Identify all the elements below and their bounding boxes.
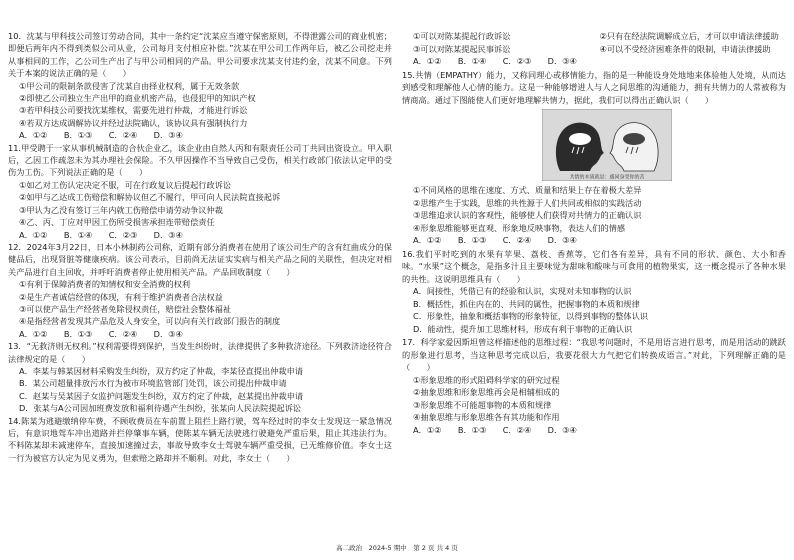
question-12-option-2: ②是生产者诚信经营的体现，有利于维护消费者合法权益 — [19, 291, 223, 302]
question-17-stem: 17．科学家爱因斯坦曾这样描述他的思维过程：“我思考问题时，不是用语言进行思考，而是用活动的跳跃的形象进行思考，当这种思考完成以后，我要花很大力气把它们转换成语言。”对此，下列理解正确的是（ ） — [402, 337, 786, 372]
question-12-choices: A．①② B．①③ C．②④ D．③④ — [19, 328, 183, 339]
question-15-option-1: ①不同风格的思维在速度、方式、质量和结果上存在着极大差异 — [413, 185, 642, 195]
question-10-option-4: ④若双方达成调解协议并经过法院确认，该协议具有强制执行力 — [19, 117, 248, 128]
question-10-choices: A．①② B．①③ C．②④ D．③④ — [19, 130, 183, 141]
question-17-option-4: ④抽象思维与形象思维各有其功能和作用 — [413, 412, 560, 422]
figure-caption: 共情的本质就是：感同身受你的苦 — [569, 174, 645, 181]
question-14-option-4: ④可以不受经济困难条件的限制，申请法律援助 — [599, 43, 771, 54]
question-16-option-c: C．形象性，抽象和概括事物的形象特征，以得到事物的整体认识 — [413, 311, 648, 321]
question-12-option-4: ④是指经营者发现其产品危及人身安全，可以向有关行政部门报告的制度 — [19, 316, 281, 327]
question-13-option-d: D．张某与A公司因加班费发放和福利待遇产生纠纷，张某向人民法院提起诉讼 — [19, 403, 302, 414]
question-15-stem: 15.共情（EMPATHY）能力，又称同理心或移情能力，指的是一种能设身处地地来体验他人处境，从而达到感受和理解他人心情的能力。这是一种能够增进人与人之间思维的沟通能力，拥有共情力的人常被称为情商高。通过下图能使人们更好地理解共情力，据此，我们可以得出正确认识（ ） — [402, 69, 786, 105]
question-10-option-1: ①甲公司的限制条款侵害了沈某自由择业权利，属于无效条款 — [19, 80, 240, 91]
question-14-option-1: ①可以对陈某提起行政诉讼 — [413, 31, 511, 41]
question-13-option-b: B．某公司超量排放污水行为被市环境监管部门处罚，该公司提出仲裁申请 — [19, 378, 287, 389]
right-column — [402, 30, 786, 436]
question-12-option-1: ①有利于保障消费者的知情权和安全消费的权利 — [19, 279, 191, 290]
question-11-option-2: ②如甲与乙达成工伤赔偿和解协议但乙不履行，甲可向人民法院直接起诉 — [19, 192, 281, 203]
right-cloud-icon — [623, 133, 645, 145]
question-15-option-4: ④形象思维能够更直观、形象地反映事物，表达人们的情感 — [413, 222, 626, 233]
question-10-option-2: ②即使乙公司独立生产出甲的商业机密产品，也侵犯甲的知识产权 — [19, 93, 256, 104]
question-15-option-3: ③思维追求认识的客观性，能够使人们获得对共情力的正确认识 — [413, 210, 642, 220]
question-14-choices: A．①② B．①④ C．②③ D．③④ — [413, 56, 577, 66]
question-16-option-b: B．概括性，抓住内在的、共同的属性，把握事物的本质和规律 — [413, 298, 640, 309]
question-16-option-d: D．能动性，提升加工思维材料，形成有利于事物的正确认识 — [413, 323, 633, 334]
question-10-stem: 10．沈某与甲科技公司签订劳动合同，其中一条约定“沈某应当遵守保密原则，不得泄露公司的商业机密；即便后两年内不得到类似公司从业，公司每月支付相应补偿。”沈某在甲公司工作两年后，被乙公司挖走并从事相同的工作，乙公司生产出了与甲公司相同的产品。甲公司要求沈某支付违约金，沈某不同意。下列关于本案的说法正确的是（ ） — [8, 31, 392, 79]
question-11-option-1: ①如乙对工伤认定决定不服，可在行政复议后提起行政诉讼 — [19, 179, 232, 190]
question-11-option-3: ③甲认为乙没有签订三年内就工伤赔偿申请劳动争议仲裁 — [19, 204, 223, 215]
page-footer: 高二政治 2024-5 期中 第 2 页 共 4 页 — [336, 544, 458, 552]
question-11-choices: A．①② B．①④ C．②③ D．③④ — [19, 229, 183, 240]
left-column — [8, 30, 392, 464]
question-17-choices: A．①② B．①③ C．②④ D．③④ — [413, 424, 577, 435]
question-13-option-c: C．赵某与吴某因子女监护问题发生纠纷，双方约定了仲裁，赵某提出仲裁申请 — [19, 390, 304, 401]
question-16-option-a: A．间接性，凭借已有的经验和认识，实现对未知事物的认识 — [413, 286, 632, 296]
question-16-stem: 16.我们平时吃到的水果有苹果、荔枝、香蕉等，它们各有差异，具有不同的形状、颜色、大小和香味。“水果”这个概念，是指多汁且主要味觉为甜味和酸味与可食用的植物果实，这一概念提示了各种水果的共性。这说明思维具有（ ） — [402, 248, 786, 284]
question-14-option-3: ③可以对陈某提起民事诉讼 — [413, 43, 511, 54]
question-17-option-2: ②抽象思维和形象思维再会是相辅相成的 — [413, 387, 560, 397]
question-10-option-3: ③若甲科技公司要找沈某维权，需要先进行仲裁，才能进行诉讼 — [19, 105, 248, 116]
question-15-choices: A．①② B．①③ C．②④ D．③④ — [413, 235, 577, 245]
question-12-stem: 12．2024年3月22日，日本小林制药公司称，近期有部分消费者在使用了该公司生产的含有红曲成分的保健品后，出现肾脏等健康疾病。该公司表示，目前尚无法证实实病与相关产品之间的关联性，但决定对相关产品进行自主回收，并呼吁消费者停止使用相关产品。产品回收制度（ ） — [8, 241, 392, 277]
question-14-stem: 14.陈某为逃避缴纳停车费，不顾收费员在车前置上阻拦上路行驶，驾车经过时的李女士发现这一紧急情况后，有意识地驾车冲出道路并拦停肇事车辆，使陈某车辆无法驶逃行驶避免严重后果，阻止其违法行为。不料陈某却未减速停车，直接加速撞过去，事故导致李女士驾驶车辆严重受损，已无维修价值。李女士这一行为被官方认定为见义勇为，但索赔之路却并不顺利。对此，李女士（ ） — [8, 415, 392, 463]
question-12-option-3: ③可以使产品生产经营者免除侵权责任，赔偿社会整体福祉 — [19, 303, 232, 314]
two-heads-illustration — [542, 109, 672, 181]
question-13-option-a: A．李某与韩某因材料采购发生纠纷，双方约定了仲裁，李某径直提出仲裁申请 — [19, 365, 303, 376]
question-14-option-2: ②只有在经法院调解成立后，才可以申请法律援助 — [599, 31, 779, 41]
question-17-option-3: ③形象思维不可能超事物的本质和规律 — [413, 399, 552, 410]
question-13-stem: 13．“无救济则无权利。”权利需要得到保护，当发生纠纷时，法律提供了多种救济途径。下列救济途径符合法律规定的是（ ） — [8, 341, 392, 364]
question-14-options — [402, 30, 786, 55]
left-cloud-icon — [569, 133, 591, 145]
question-11-option-4: ④乙、丙、丁应对甲因工伤所受损害承担连带赔偿责任 — [19, 217, 215, 228]
question-11-stem: 11.甲受聘于一家从事机械制造的合伙企业乙，该企业由自然人丙和有限责任公司丁共同出资设立。甲入职后，乙因工作疏忽未为其办理社会保险。不久甲因操作不当导致自己受伤，相关行政部门依法认定甲的受伤为工伤。下列说法正确的是（ ） — [8, 142, 392, 178]
question-15-option-2: ②思维产生于实践，思维的共性源于人们共同或相似的实践活动 — [413, 197, 642, 208]
empathy-figure — [542, 109, 672, 181]
question-17-option-1: ①形象思维的形式阻碍科学家的研究过程 — [413, 374, 560, 385]
